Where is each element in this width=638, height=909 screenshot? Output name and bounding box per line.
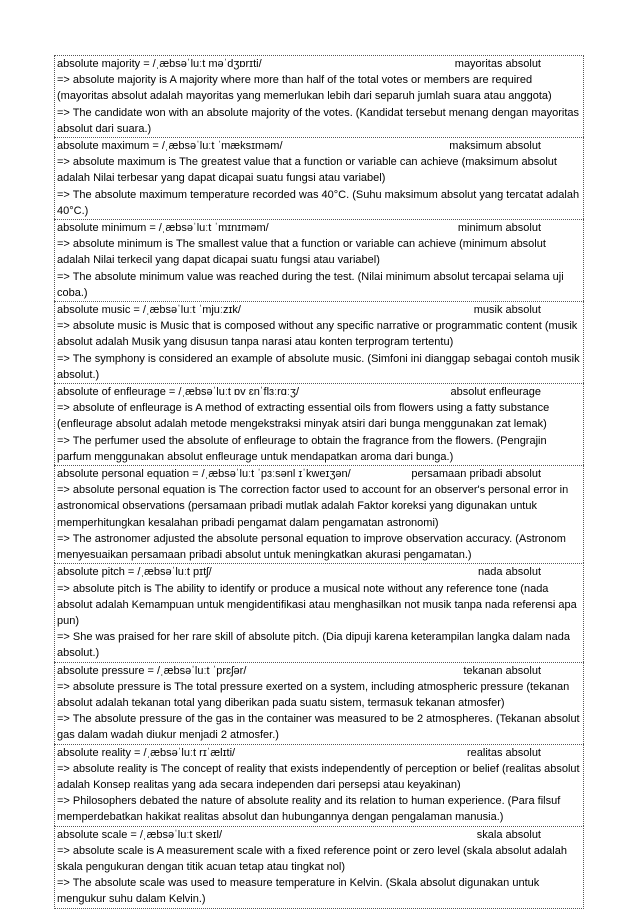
example: => The absolute minimum value was reached during the test. (Nilai minimum absolut tercapai selama uji coba.) [57,270,564,299]
headword: absolute pitch = /ˌæbsəˈluːt pɪtʃ/ [57,566,212,579]
entry-headline [57,745,581,761]
translation: persamaan pribadi absolut [411,468,541,481]
entry-absolute-pitch [54,563,584,661]
entry-absolute-scale [54,826,584,909]
example: => She was praised for her rare skill of absolute pitch. (Dia dipuji karena keterampilan langka dalam nada absolut.) [57,631,571,660]
headword: absolute pressure = /ˌæbsəˈluːt ˈprɛʃər/ [57,664,247,677]
entry-headline [57,220,581,236]
example: => The absolute maximum temperature recorded was 40°C. (Suhu maksimum absolut yang tercatat adalah 40°C.) [57,188,580,217]
definition: => absolute minimum is The smallest value that a function or variable can achieve (minimum absolut adalah Nilai terkecil yang dapat dicapai suatu fungsi atau variabel) [57,238,546,267]
translation: musik absolut [473,304,541,317]
entry-absolute-music [54,301,584,383]
translation: realitas absolut [467,746,541,759]
definition: => absolute music is Music that is composed without any specific narrative or programmatic content (musik absolut adalah Musik yang disusun tanpa narasi atau konten terprogram tertentu) [57,320,578,349]
entry-headline [57,827,581,843]
headword: absolute reality = /ˌæbsəˈluːt rɪˈælɪti/ [57,746,236,759]
entry-absolute-pressure [54,662,584,744]
translation: maksimum absolut [449,140,541,153]
definition: => absolute pressure is The total pressure exerted on a system, including atmospheric pressure (tekanan absolut adalah tekanan total yang diberikan pada suatu sistem, termasuk tekanan atmosfer) [57,680,570,709]
entry-headline [57,384,581,400]
example: => The astronomer adjusted the absolute personal equation to improve observation accuracy. (Astronom menyesuaikan persamaan pribadi absolut untuk meningkatkan akurasi pengamatan.) [57,532,566,562]
example: => The absolute pressure of the gas in the container was measured to be 2 atmospheres. (Tekanan absolut gas dalam wadah diukur menjadi 2 atmosfer.) [57,713,580,742]
headword: absolute personal equation = /ˌæbsəˈluːt ˈpɜːsənl ɪˈkweɪʒən/ [57,468,351,481]
translation: nada absolut [478,566,541,579]
translation: absolut enfleurage [450,386,541,399]
definition: => absolute pitch is The ability to identify or produce a musical note without any reference tone (nada absolut adalah Kemampuan untuk mengidentifikasi atau menghasilkan not musik tanpa nada referensi apa pun) [57,582,577,627]
translation: skala absolut [476,828,541,841]
translation: minimum absolut [457,222,541,235]
entry-absolute-majority [54,55,584,137]
entry-absolute-personal-equation [54,465,584,563]
definition: => absolute scale is A measurement scale with a fixed reference point or zero level (skala absolut adalah skala pengukuran dengan titik acuan tetap atau tingkat nol) [57,844,567,873]
headword: absolute of enfleurage = /ˌæbsəˈluːt ɒv ɛnˈflɜːrɑːʒ/ [57,386,300,399]
entry-headline [57,56,581,72]
entry-absolute-reality [54,744,584,826]
entry-headline [57,466,581,482]
definition: => absolute maximum is The greatest value that a function or variable can achieve (maksimum absolut adalah Nilai terbesar yang dapat dicapai suatu fungsi atau variabel) [57,156,557,185]
headword: absolute music = /ˌæbsəˈluːt ˈmjuːzɪk/ [57,304,241,317]
example: => The candidate won with an absolute majority of the votes. (Kandidat tersebut menang dengan mayoritas absolut dari suara.) [57,106,580,135]
translation: mayoritas absolut [454,58,541,70]
headword: absolute majority = /ˌæbsəˈluːt məˈdʒɒrɪti/ [57,58,262,70]
translation: tekanan absolut [463,664,541,677]
headword: absolute maximum = /ˌæbsəˈluːt ˈmæksɪməm/ [57,140,283,153]
definition: => absolute reality is The concept of reality that exists independently of perception or belief (realitas absolut adalah Konsep realitas yang ada secara independen dari persepsi atau keyakinan) [57,762,580,791]
entry-headline [57,302,581,318]
dictionary-page [54,55,584,909]
entry-headline [57,138,581,154]
example: => The absolute scale was used to measure temperature in Kelvin. (Skala absolut digunakan untuk mengukur suhu dalam Kelvin.) [57,877,540,906]
example: => The perfumer used the absolute of enfleurage to obtain the fragrance from the flowers. (Pengrajin parfum menggunakan absolut enfleurage untuk mendapatkan aroma dari bunga.) [57,434,547,463]
entry-absolute-minimum [54,219,584,301]
example: => Philosophers debated the nature of absolute reality and its relation to human experience. (Para filsuf memperdebatkan hakikat realitas absolut dan hubungannya dengan pengalaman manusia.) [57,795,561,824]
entry-headline [57,564,581,580]
definition: => absolute majority is A majority where more than half of the total votes or members are required (mayoritas absolut adalah mayoritas yang memerlukan lebih dari separuh jumlah suara atau anggota) [57,74,552,103]
headword: absolute minimum = /ˌæbsəˈluːt ˈmɪnɪməm/ [57,222,269,235]
entry-absolute-of-enfleurage [54,383,584,465]
headword: absolute scale = /ˌæbsəˈluːt skeɪl/ [57,828,223,841]
example: => The symphony is considered an example of absolute music. (Simfoni ini dianggap sebagai contoh musik absolut.) [57,352,580,381]
entry-absolute-maximum [54,137,584,219]
definition: => absolute personal equation is The correction factor used to account for an observer's personal error in astronomical observations (persamaan pribadi mutlak adalah Faktor koreksi yang digunakan untuk memperhitungkan kesalahan pribadi pengamat dalam pengamatan astronomi) [57,484,569,529]
definition: => absolute of enfleurage is A method of extracting essential oils from flowers using a fatty substance (enfleurage absolut adalah metode mengekstraksi minyak atsiri dari bunga menggunakan zat lemak) [57,402,550,431]
entry-headline [57,663,581,679]
